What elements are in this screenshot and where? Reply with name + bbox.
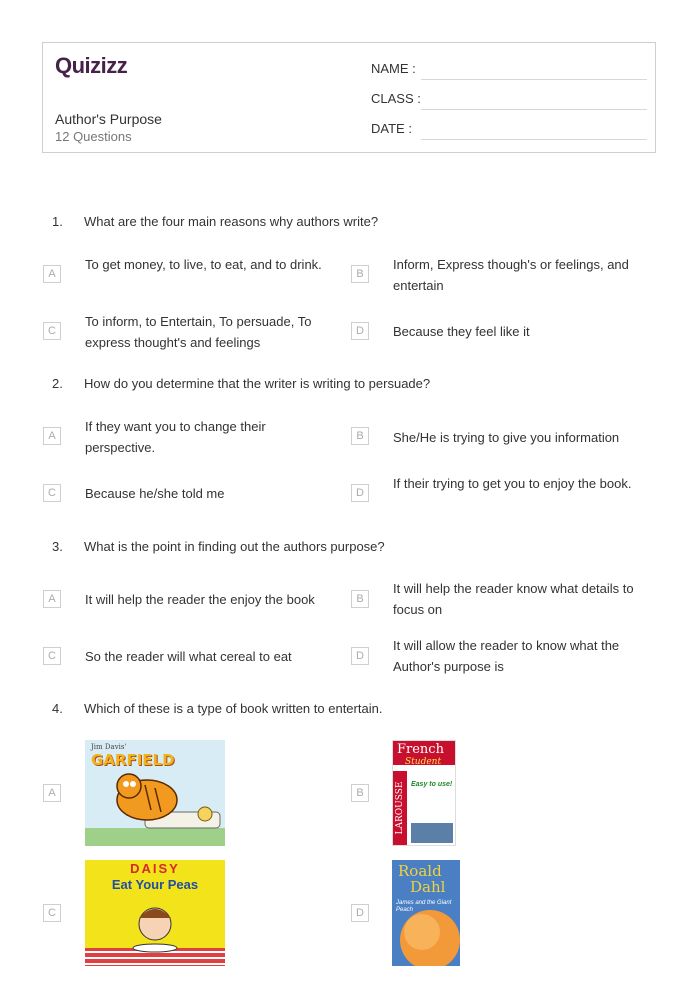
option-letter-d[interactable]: D (351, 322, 369, 340)
option-letter-a[interactable]: A (43, 265, 61, 283)
question-number: 3. (52, 539, 63, 554)
question-number: 2. (52, 376, 63, 391)
question-text: Which of these is a type of book written to entertain. (84, 701, 383, 716)
option-letter-c[interactable]: C (43, 904, 61, 922)
date-label: DATE : (371, 121, 412, 136)
option-text: Because they feel like it (393, 324, 530, 339)
option-letter-a[interactable]: A (43, 590, 61, 608)
option-letter-c[interactable]: C (43, 322, 61, 340)
cover-publisher: LAROUSSE (395, 781, 405, 835)
option-letter-b[interactable]: B (351, 590, 369, 608)
option-text: It will help the reader the enjoy the book (85, 592, 315, 607)
cover-title: French (397, 742, 444, 757)
cover-tagline: Easy to use! (411, 781, 453, 788)
cover-author-last: Dahl (410, 878, 446, 896)
option-letter-b[interactable]: B (351, 265, 369, 283)
class-field[interactable] (421, 109, 647, 110)
option-text: Inform, Express though's or feelings, and entertain (393, 257, 629, 293)
cover-title: James and the Giant Peach (396, 900, 452, 913)
question-number: 1. (52, 214, 63, 229)
cover-author-first: Roald (398, 862, 442, 880)
option-letter-c[interactable]: C (43, 647, 61, 665)
option-letter-d[interactable]: D (351, 647, 369, 665)
roald-dahl-book-cover (392, 860, 460, 966)
option-letter-a[interactable]: A (43, 427, 61, 445)
question-text: What are the four main reasons why authors write? (84, 214, 379, 229)
worksheet-title: Author's Purpose (55, 111, 162, 127)
daisy-book-cover (85, 860, 225, 966)
option-text: She/He is trying to give you information (393, 430, 620, 445)
option-text: It will allow the reader to know what the Author's purpose is (393, 638, 620, 674)
option-text: If they want you to change their perspective. (85, 419, 266, 455)
cover-subtitle: Eat Your Peas (111, 877, 199, 892)
option-letter-a[interactable]: A (43, 784, 61, 802)
cover-author: Jim Davis' (91, 743, 127, 751)
option-letter-b[interactable]: B (351, 784, 369, 802)
option-letter-d[interactable]: D (351, 484, 369, 502)
name-field[interactable] (421, 79, 647, 80)
question-count: 12 Questions (55, 129, 132, 144)
daisy-illustration (85, 860, 225, 966)
worksheet-header (42, 42, 656, 153)
cover-photo (411, 823, 453, 843)
name-label: NAME : (371, 61, 416, 76)
option-text: To inform, to Entertain, To persuade, To express thought's and feelings (85, 314, 312, 350)
cover-subtitle: Student (405, 757, 442, 767)
option-letter-b[interactable]: B (351, 427, 369, 445)
option-text: If their trying to get you to enjoy the book. (393, 476, 632, 491)
quizizz-logo: Quizizz (55, 53, 128, 78)
garfield-book-cover (85, 740, 225, 846)
option-letter-c[interactable]: C (43, 484, 61, 502)
date-field[interactable] (421, 139, 647, 140)
option-text: To get money, to live, to eat, and to drink. (85, 257, 322, 272)
option-text: Because he/she told me (85, 486, 225, 501)
class-label: CLASS : (371, 91, 421, 106)
cover-title: DAISY (130, 861, 180, 876)
option-text: So the reader will what cereal to eat (85, 649, 292, 664)
option-letter-d[interactable]: D (351, 904, 369, 922)
garfield-illustration (85, 740, 225, 846)
cover-title: GARFIELD (91, 751, 175, 769)
question-text: How do you determine that the writer is writing to persuade? (84, 376, 431, 391)
french-dictionary-cover (392, 740, 456, 846)
option-text: It will help the reader know what details to focus on (393, 581, 634, 617)
question-text: What is the point in finding out the authors purpose? (84, 539, 385, 554)
question-number: 4. (52, 701, 63, 716)
